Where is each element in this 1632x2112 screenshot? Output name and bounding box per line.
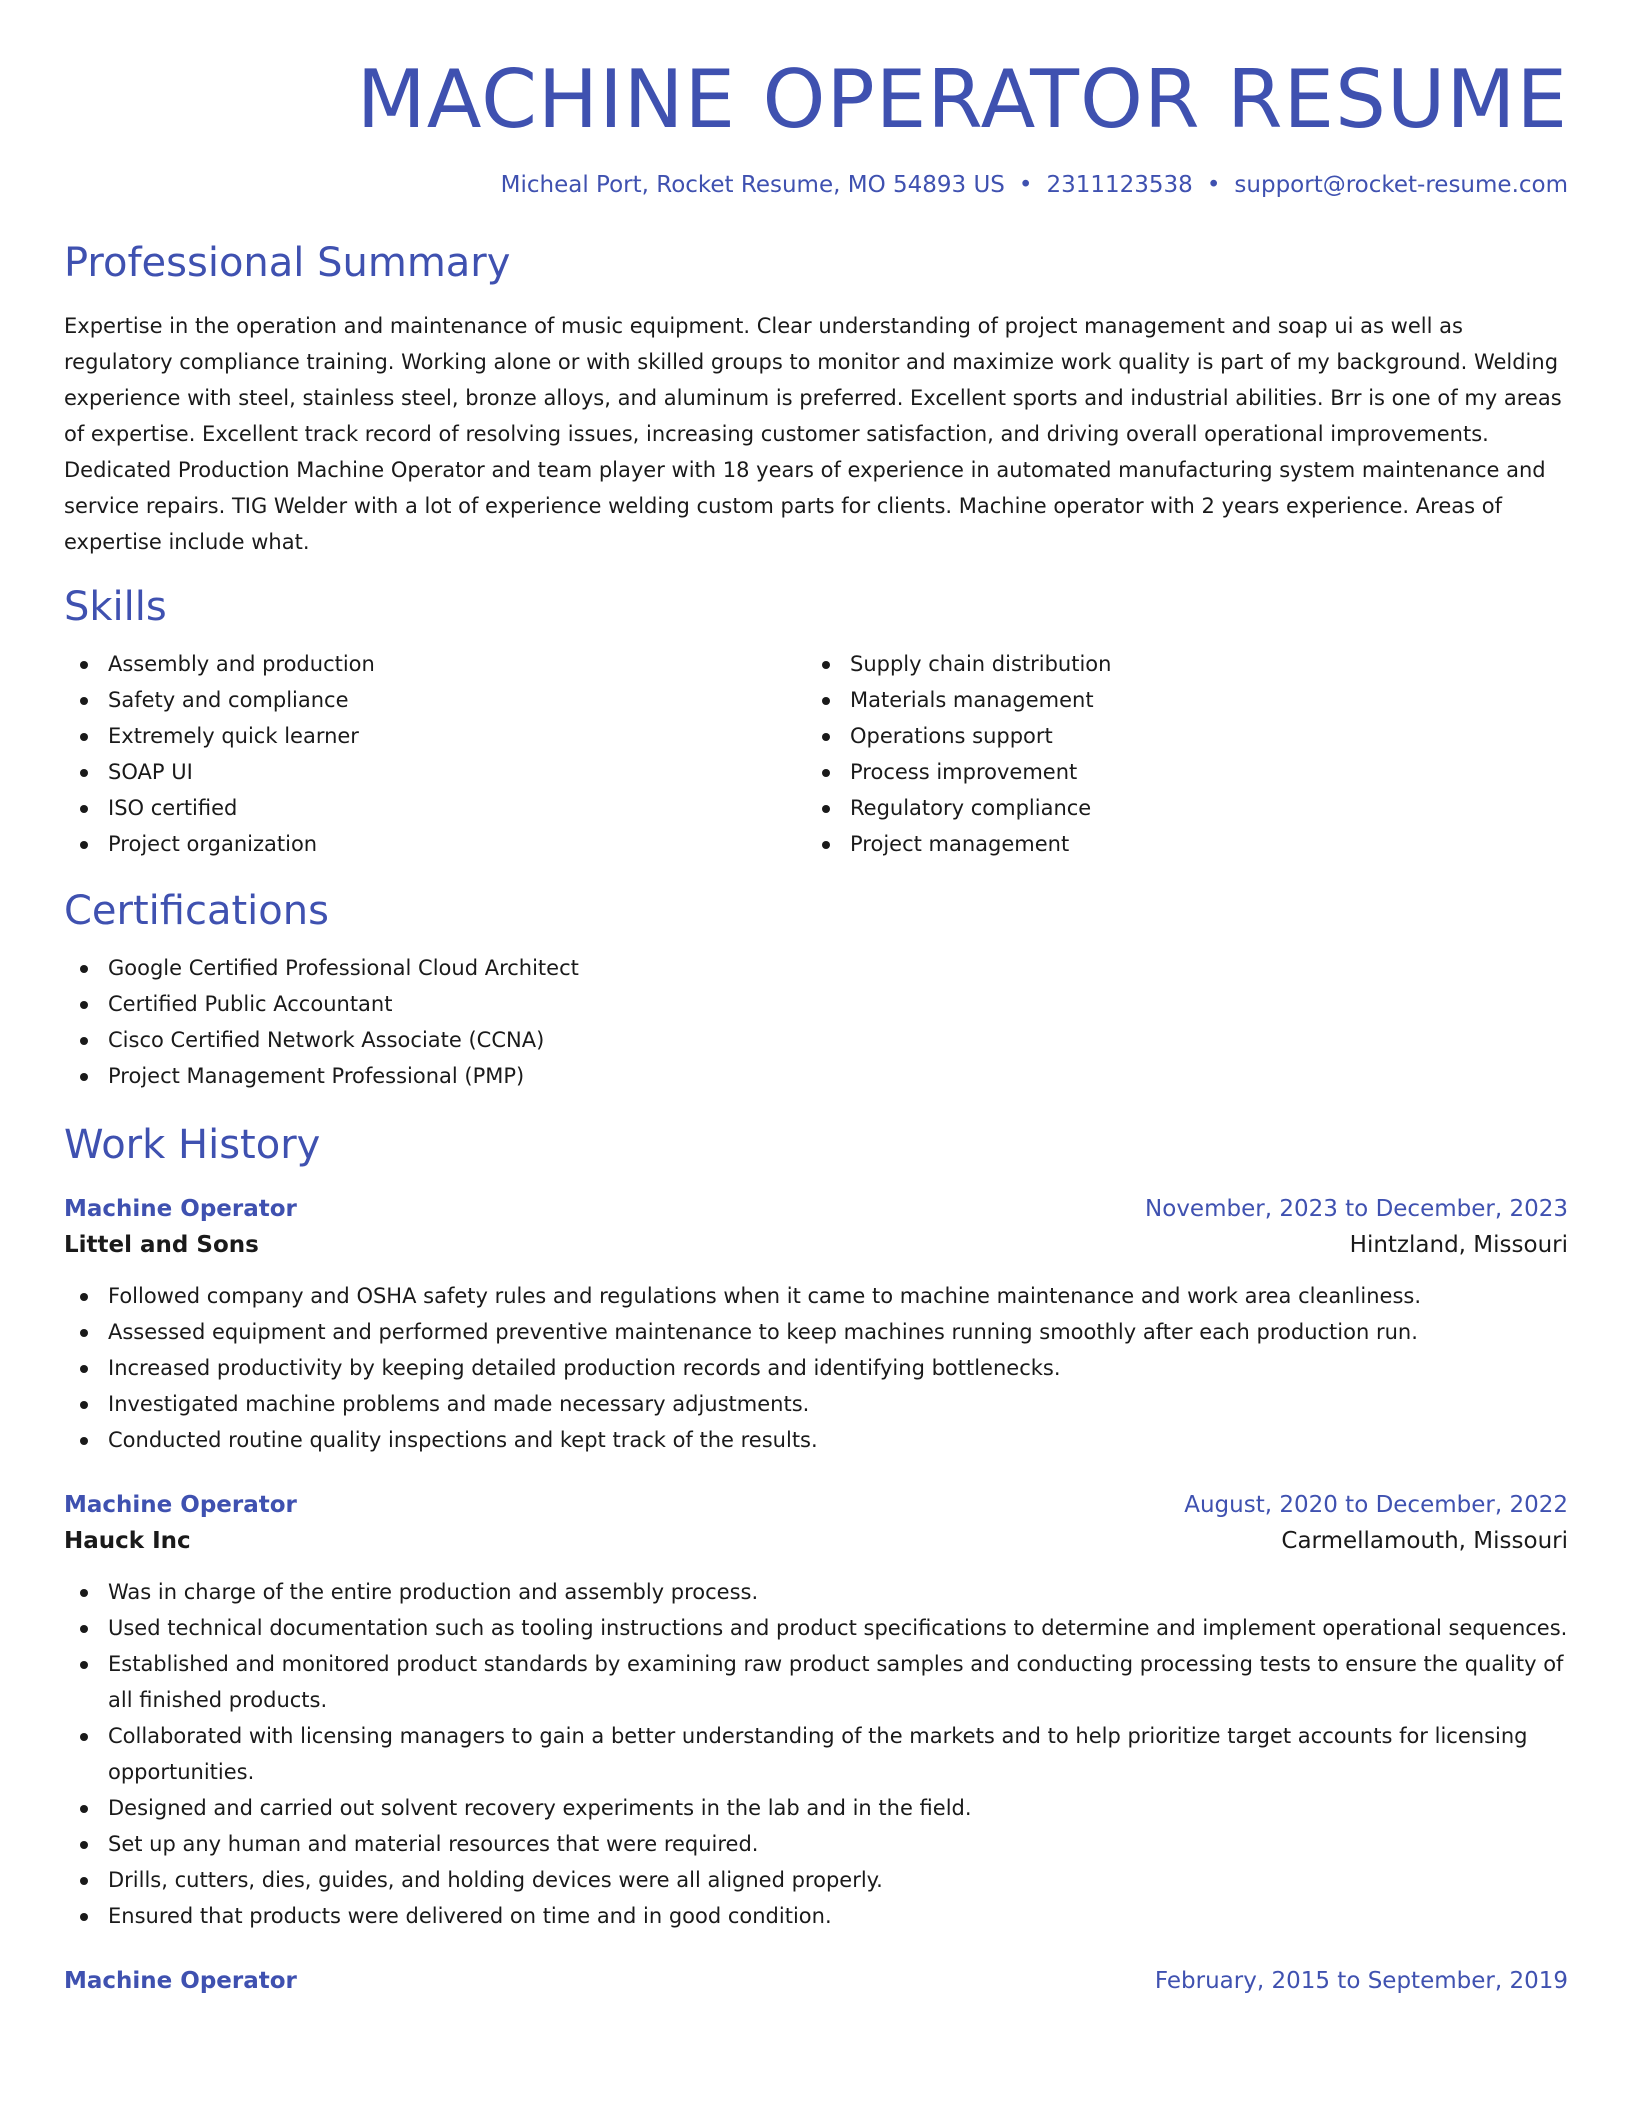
certification-item: Google Certified Professional Cloud Architect bbox=[64, 950, 1568, 986]
job-dates: August, 2020 to December, 2022 bbox=[1184, 1492, 1568, 1518]
summary-heading: Professional Summary bbox=[64, 240, 511, 286]
job-bullet: Established and monitored product standards by examining raw product samples and conducting processing tests to ensure the quality of all finished products. bbox=[64, 1646, 1568, 1718]
job-company: Hauck Inc bbox=[64, 1528, 191, 1554]
job-bullet: Collaborated with licensing managers to gain a better understanding of the markets and to help prioritize target accounts for licensing opportunities. bbox=[64, 1718, 1568, 1790]
skill-item: Materials management bbox=[806, 682, 1548, 718]
job-company-row bbox=[64, 1226, 1568, 1264]
job-dates: February, 2015 to September, 2019 bbox=[1154, 1968, 1568, 1994]
job-entry bbox=[64, 1192, 1568, 1458]
skill-item: Process improvement bbox=[806, 754, 1548, 790]
certifications-heading: Certifications bbox=[64, 888, 329, 934]
skill-item: Supply chain distribution bbox=[806, 646, 1548, 682]
skills-list-left bbox=[64, 646, 806, 862]
skill-item: Regulatory compliance bbox=[806, 790, 1548, 826]
skill-item: Operations support bbox=[806, 718, 1548, 754]
contact-separator: • bbox=[1206, 172, 1221, 198]
job-bullet: Conducted routine quality inspections and kept track of the results. bbox=[64, 1422, 1568, 1458]
job-bullet: Investigated machine problems and made necessary adjustments. bbox=[64, 1386, 1568, 1422]
job-header-row bbox=[64, 1192, 1568, 1226]
certification-item: Cisco Certified Network Associate (CCNA) bbox=[64, 1022, 1568, 1058]
certification-item: Certified Public Accountant bbox=[64, 986, 1568, 1022]
job-header-row bbox=[64, 1964, 1568, 1998]
job-bullet: Ensured that products were delivered on time and in good condition. bbox=[64, 1898, 1568, 1934]
skill-item: Extremely quick learner bbox=[64, 718, 806, 754]
job-bullets bbox=[64, 1574, 1568, 1934]
resume-page bbox=[64, 0, 1568, 1998]
job-location: Carmellamouth, Missouri bbox=[1281, 1528, 1568, 1554]
skill-item: Project management bbox=[806, 826, 1548, 862]
job-bullet: Was in charge of the entire production and assembly process. bbox=[64, 1574, 1568, 1610]
job-bullet: Assessed equipment and performed preventive maintenance to keep machines running smoothly after each production run. bbox=[64, 1314, 1568, 1350]
job-company-row bbox=[64, 1522, 1568, 1560]
job-bullet: Designed and carried out solvent recovery experiments in the lab and in the field. bbox=[64, 1790, 1568, 1826]
job-dates: November, 2023 to December, 2023 bbox=[1145, 1196, 1568, 1222]
skills-list-right bbox=[806, 646, 1548, 862]
job-location: Hintzland, Missouri bbox=[1349, 1232, 1568, 1258]
contact-line bbox=[64, 170, 1568, 200]
skill-item: ISO certified bbox=[64, 790, 806, 826]
certification-item: Project Management Professional (PMP) bbox=[64, 1058, 1568, 1094]
certifications-list bbox=[64, 950, 1568, 1094]
contact-phone: 2311123538 bbox=[1046, 172, 1193, 198]
resume-title: MACHINE OPERATOR RESUME bbox=[356, 53, 1568, 146]
job-title: Machine Operator bbox=[64, 1196, 297, 1222]
contact-separator: • bbox=[1018, 172, 1033, 198]
skill-item: Safety and compliance bbox=[64, 682, 806, 718]
job-title: Machine Operator bbox=[64, 1492, 297, 1518]
skill-item: Assembly and production bbox=[64, 646, 806, 682]
job-bullet: Followed company and OSHA safety rules and regulations when it came to machine maintenance and work area cleanliness. bbox=[64, 1278, 1568, 1314]
skills-heading: Skills bbox=[64, 584, 167, 630]
job-bullet: Set up any human and material resources that were required. bbox=[64, 1826, 1568, 1862]
skill-item: SOAP UI bbox=[64, 754, 806, 790]
job-bullet: Used technical documentation such as tooling instructions and product specifications to determine and implement operational sequences. bbox=[64, 1610, 1568, 1646]
contact-email: support@rocket-resume.com bbox=[1234, 172, 1568, 198]
job-title: Machine Operator bbox=[64, 1968, 297, 1994]
summary-text: Expertise in the operation and maintenance of music equipment. Clear understanding of project management and soap ui as well as regulatory compliance training. Working alone or with skilled groups to monitor and maximize work quality is part of my background. Welding experience with steel, stainless steel, bronze alloys, and aluminum is preferred. Excellent sports and industrial abilities. Brr is one of my areas of expertise. Excellent track record of resolving issues, increasing customer satisfaction, and driving overall operational improvements. Dedicated Production Machine Operator and team player with 18 years of experience in automated manufacturing system maintenance and service repairs. TIG Welder with a lot of experience welding custom parts for clients. Machine operator with 2 years experience. Areas of expertise include what. bbox=[64, 314, 1562, 554]
job-header-row bbox=[64, 1488, 1568, 1522]
job-bullets bbox=[64, 1278, 1568, 1458]
contact-address: Micheal Port, Rocket Resume, MO 54893 US bbox=[500, 172, 1005, 198]
work-history-heading: Work History bbox=[64, 1122, 321, 1168]
skills-columns bbox=[64, 646, 1568, 862]
skill-item: Project organization bbox=[64, 826, 806, 862]
job-company: Littel and Sons bbox=[64, 1232, 259, 1258]
job-entry bbox=[64, 1488, 1568, 1934]
job-bullet: Increased productivity by keeping detailed production records and identifying bottlenecks. bbox=[64, 1350, 1568, 1386]
job-bullet: Drills, cutters, dies, guides, and holding devices were all aligned properly. bbox=[64, 1862, 1568, 1898]
job-entry bbox=[64, 1964, 1568, 1998]
